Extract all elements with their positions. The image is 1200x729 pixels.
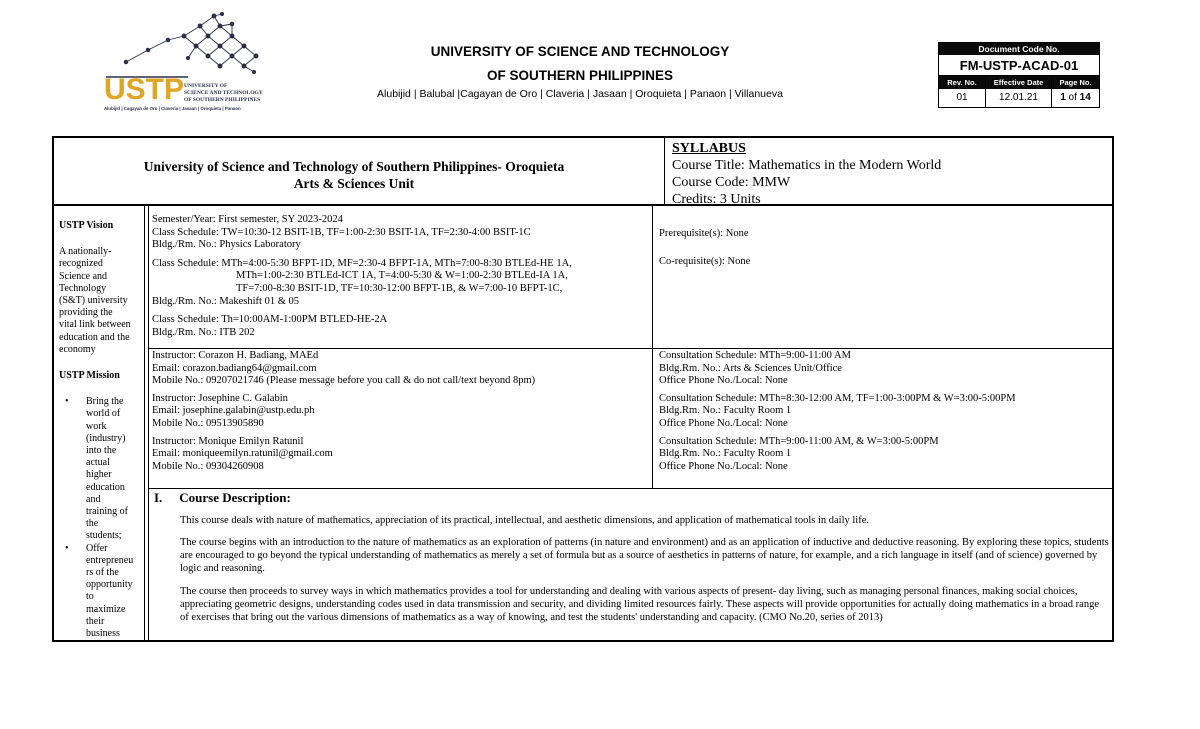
divider-sidebar bbox=[144, 206, 145, 640]
divider-schedule bbox=[149, 348, 1112, 349]
class-schedule-3: Class Schedule: Th=10:00AM-1:00PM BTLED-HE-2A bbox=[152, 314, 388, 326]
consultation-schedule: Consultation Schedule: MTh=9:00-11:00 AM bbox=[659, 350, 851, 361]
office-phone: Office Phone No./Local: None bbox=[659, 375, 788, 387]
consultation-schedule: Consultation Schedule: MTh=9:00-11:00 AM, & W=3:00-5:00PM bbox=[659, 435, 939, 447]
ustp-logo-graphic bbox=[96, 6, 346, 122]
office-phone: Office Phone No./Local: None bbox=[659, 460, 788, 472]
instructor-email: Email: moniqueemilyn.ratunil@gmail.com bbox=[152, 448, 333, 460]
corequisites: Co-requisite(s): None bbox=[659, 255, 751, 267]
description-paragraph-1: This course deals with nature of mathematics, appreciation of its practical, intellectual, and aesthetic dimensions, and application of mathematical tools in daily life. bbox=[180, 515, 869, 526]
ustp-logo bbox=[96, 6, 346, 122]
logo-sub-1: UNIVERSITY OF bbox=[184, 83, 228, 89]
semester-year: Semester/Year: First semester, SY 2023-2024 bbox=[152, 214, 343, 225]
document-code-label: Document Code No. bbox=[939, 43, 1099, 55]
class-schedule-2-cont: TF=7:00-8:30 BSIT-1D, TF=10:30-12:00 BFPT-1B, & W=7:00-10 BFPT-1C, bbox=[236, 282, 563, 294]
course-description-heading bbox=[154, 490, 291, 506]
instructor-email: Email: josephine.galabin@ustp.edu.ph bbox=[152, 405, 315, 417]
divider-sidebar-2 bbox=[148, 206, 149, 640]
logo-sub-3: OF SOUTHERN PHILIPPINES bbox=[184, 97, 261, 103]
schedule-left bbox=[152, 214, 572, 339]
consultation-room: Bldg.Rm. No.: Faculty Room 1 bbox=[659, 405, 792, 417]
prerequisites: Prerequisite(s): None bbox=[659, 228, 749, 239]
unit-title-line-2: Arts & Sciences Unit bbox=[293, 176, 415, 191]
syllabus-block bbox=[672, 140, 941, 208]
document-code-box bbox=[938, 42, 1100, 108]
course-code: Course Code: MMW bbox=[672, 175, 791, 190]
vision-heading: USTP Vision bbox=[59, 220, 114, 231]
divider-header bbox=[54, 204, 1112, 206]
mission-heading: USTP Mission bbox=[59, 370, 120, 382]
instructors-left bbox=[152, 350, 535, 473]
document-code: FM-USTP-ACAD-01 bbox=[939, 55, 1099, 76]
mission-list bbox=[59, 396, 141, 640]
instructor-name: Instructor: Monique Emilyn Ratunil bbox=[152, 435, 304, 447]
university-name-line-1: UNIVERSITY OF SCIENCE AND TECHNOLOGY bbox=[430, 44, 730, 59]
divider-instructors bbox=[149, 488, 1112, 489]
instructor-name: Instructor: Corazon H. Badiang, MAEd bbox=[152, 350, 319, 361]
rev-no: 01 bbox=[956, 92, 968, 103]
room-2: Bldg./Rm. No.: Makeshift 01 & 05 bbox=[152, 295, 299, 307]
divider-mid-col bbox=[652, 206, 653, 488]
unit-title-line-1: University of Science and Technology of Southern Philippines- Oroquieta bbox=[143, 159, 565, 174]
logo-sub-2: SCIENCE AND TECHNOLOGY bbox=[184, 90, 263, 96]
consultation-room: Bldg.Rm. No.: Arts & Sciences Unit/Office bbox=[659, 362, 842, 374]
room-1: Bldg./Rm. No.: Physics Laboratory bbox=[152, 239, 301, 251]
instructor-name: Instructor: Josephine C. Galabin bbox=[152, 392, 288, 404]
description-paragraph-2: The course begins with an introduction to the nature of mathematics as an exploration of patterns (in nature and environment) and as an application of inductive and deductive reasoning. By exploring these topics, students are encouraged to go beyond the typical understanding of mathematics as merely a set of formula but as a source of aesthetics in patterns of nature, for example, and a rich language in itself (and of science) governed by logic and reasoning. bbox=[180, 537, 1109, 574]
instructors-right bbox=[659, 350, 1016, 473]
schedule-right bbox=[659, 228, 750, 268]
class-schedule-1: Class Schedule: TW=10:30-12 BSIT-1B, TF=1:00-2:30 BSIT-1A, TF=2:30-4:00 BSIT-1C bbox=[152, 226, 531, 238]
instructor-mobile: Mobile No.: 09304260908 bbox=[152, 460, 264, 472]
class-schedule-2-cont: MTh=1:00-2:30 BTLEd-ICT 1A, T=4:00-5:30 & W=1:00-2:30 BTLEd-IA 1A, bbox=[236, 270, 568, 282]
effective-date-label: Effective Date bbox=[985, 76, 1051, 89]
page-number: 1 of 14 bbox=[1051, 89, 1099, 107]
description-paragraph-3: The course then proceeds to survey ways in which mathematics provides a tool for understanding and dealing with various aspects of present- day living, such as managing personal finances, making social choices, appreciating geometric designs, understanding codes used in data transmission and security, and dividing limited resources fairly. These aspects will provide opportunities for actually doing mathematics in a broad range of exercises that bring out the various dimensions of mathematics as a way of knowing, and test the students' understanding and capacity. (CMO No.20, series of 2013) bbox=[180, 586, 1099, 623]
mission-item: • Offer entrepreneu rs of the opportunity to maximize their business bbox=[59, 543, 141, 641]
logo-campuses: Alubijid | Cagayan de Oro | Claveria | Jasaan | Oroquieta | Panaon bbox=[104, 106, 241, 111]
office-phone: Office Phone No./Local: None bbox=[659, 417, 788, 429]
logo-wordmark: USTP bbox=[104, 73, 185, 106]
rev-no-label: Rev. No. bbox=[939, 76, 985, 89]
instructor-mobile: Mobile No.: 09207021746 (Please message before you call & do not call/text beyond 8pm) bbox=[152, 375, 536, 387]
instructor-mobile: Mobile No.: 09513905890 bbox=[152, 417, 264, 429]
instructor-email: Email: corazon.badiang64@gmail.com bbox=[152, 362, 317, 374]
class-schedule-2: Class Schedule: MTh=4:00-5:30 BFPT-1D, MF=2:30-4 BFPT-1A, MTh=7:00-8:30 BTLEd-HE 1A, bbox=[152, 257, 572, 269]
campus-list: Alubijid | Balubal |Cagayan de Oro | Claveria | Jasaan | Oroquieta | Panaon | Villanueva bbox=[377, 88, 783, 100]
course-title: Course Title: Mathematics in the Modern World bbox=[672, 158, 942, 173]
unit-title bbox=[54, 158, 654, 192]
effective-date: 12.01.21 bbox=[985, 89, 1051, 107]
consultation-schedule: Consultation Schedule: MTh=8:30-12:00 AM, TF=1:00-3:00PM & W=3:00-5:00PM bbox=[659, 392, 1016, 404]
consultation-room: Bldg.Rm. No.: Faculty Room 1 bbox=[659, 448, 792, 460]
divider-header-col bbox=[664, 138, 665, 204]
university-name-line-2: OF SOUTHERN PHILIPPINES bbox=[486, 68, 674, 83]
syllabus-heading: SYLLABUS bbox=[672, 141, 746, 156]
course-credits: Credits: 3 Units bbox=[672, 192, 761, 207]
page-no-label: Page No. bbox=[1051, 76, 1099, 89]
syllabus-frame bbox=[52, 136, 1114, 642]
vision-mission-sidebar bbox=[59, 220, 141, 640]
lattice-icon bbox=[124, 12, 258, 73]
section-title: Course Description: bbox=[179, 490, 291, 505]
vision-text: A nationally- recognized Science and Technology (S&T) university providing the vital link between education and the economy bbox=[59, 246, 131, 355]
mission-item: • Bring the world of work (industry) into the actual higher education and training of the students; bbox=[59, 396, 141, 542]
section-number: I. bbox=[154, 490, 163, 505]
room-3: Bldg./Rm. No.: ITB 202 bbox=[152, 326, 255, 338]
